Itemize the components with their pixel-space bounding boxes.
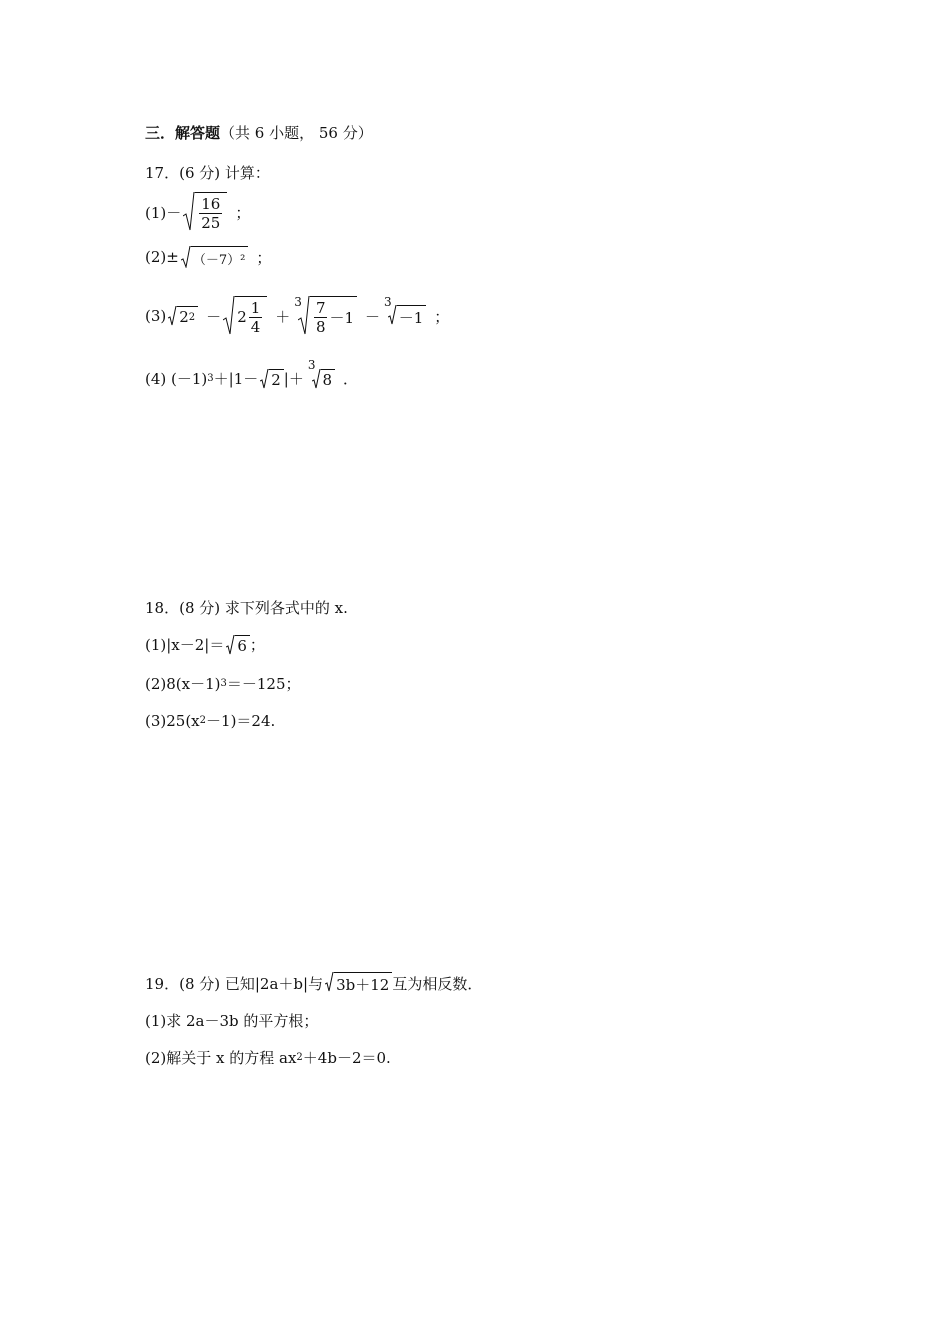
sqrt-2: [260, 369, 284, 389]
q18-p3-b: －1)＝24.: [206, 712, 276, 730]
operator: －: [365, 307, 381, 326]
radicand: 8: [321, 369, 336, 389]
root-index: 3: [294, 295, 302, 309]
root-index: 3: [307, 357, 316, 372]
q18-p2-b: ＝－125；: [226, 675, 301, 693]
fraction-denominator: 8: [315, 317, 326, 336]
q18-part1: [145, 634, 265, 655]
radicand: （－7）²: [191, 246, 248, 268]
radicand: －1: [397, 305, 427, 328]
q17-p1-label: (1)－: [145, 203, 182, 222]
q18-p3-a: (3)25(x: [145, 711, 200, 730]
fraction-7-8: [314, 299, 328, 336]
fraction-16-25: [199, 195, 222, 232]
sqrt-mixed-number: [223, 296, 267, 336]
q18-p1-label: (1)|x－2|＝: [145, 636, 225, 654]
exponent: 3: [207, 373, 214, 384]
q17-heading-text: 17．(6 分) 计算：: [145, 164, 270, 182]
radicand: 3b＋12: [334, 972, 392, 995]
q17-p4-end: ．: [343, 370, 359, 388]
q17-heading: [145, 162, 270, 183]
fraction-numerator: 7: [315, 298, 326, 317]
fraction-numerator: 1: [250, 298, 261, 317]
sqrt-16-25: [183, 192, 227, 232]
radicand: 2: [269, 369, 284, 389]
q17-p3-end: ；: [434, 307, 450, 326]
exponent: 2: [199, 715, 207, 726]
radicand: 2: [179, 308, 189, 326]
exponent: 2: [188, 311, 196, 323]
fraction-denominator: 25: [201, 213, 221, 232]
radicand: 6: [235, 635, 250, 655]
q17-part2: [145, 246, 271, 268]
sqrt-2-squared: [168, 306, 198, 326]
q18-part2: [145, 673, 301, 694]
q18-heading-text: 18．(8 分) 求下列各式中的 x.: [145, 599, 348, 617]
q19-part1: [145, 1010, 318, 1031]
section-header: [145, 122, 373, 143]
q19-heading: [145, 972, 482, 995]
sqrt-neg7-squared: [181, 246, 248, 268]
q18-p2-a: (2)8(x－1): [145, 675, 221, 693]
fraction-1-4: [249, 299, 263, 336]
q19-heading-a: 19．(8 分) 已知|2a＋b|与: [145, 975, 324, 993]
q17-part3: [145, 296, 449, 336]
exponent: 3: [220, 678, 227, 689]
mixed-whole: 2: [237, 308, 247, 326]
sqrt-3b-plus-12: [325, 972, 392, 995]
cbrt-7-8-minus-1: [298, 296, 357, 336]
operator: －: [206, 307, 222, 326]
sqrt-6: [226, 635, 250, 655]
operator: ＋: [275, 307, 291, 326]
q19-heading-b: 互为相反数．: [392, 975, 483, 993]
section-title: 三．解答题: [145, 124, 221, 142]
q17-p4-mid2: |＋: [283, 370, 304, 388]
q17-part1: [145, 192, 250, 232]
section-info: （共 6 小题， 56 分）: [220, 124, 373, 142]
q18-part3: [145, 710, 275, 731]
q19-p2-b: ＋4b－2＝0.: [302, 1049, 391, 1067]
q17-p4-mid: ＋|1－: [213, 370, 259, 388]
q17-p4-label: (4) (－1): [145, 370, 208, 388]
cbrt-8: [312, 369, 336, 389]
q18-heading: [145, 597, 348, 618]
q19-p1-text: (1)求 2a－3b 的平方根；: [145, 1012, 319, 1030]
q19-p2-a: (2)解关于 x 的方程 ax: [145, 1049, 297, 1067]
q17-p2-end: ；: [256, 248, 272, 267]
radicand-rest: －1: [329, 308, 355, 327]
q17-p1-end: ；: [235, 203, 251, 222]
fraction-numerator: 16: [201, 194, 221, 213]
cbrt-neg1: [388, 305, 427, 328]
q17-p2-label: (2)±: [145, 248, 179, 266]
exponent: 2: [296, 1052, 303, 1063]
q17-part4: [145, 357, 359, 389]
q18-p1-end: ；: [249, 636, 265, 654]
q17-p3-label: (3): [145, 307, 167, 325]
q19-part2: [145, 1047, 391, 1068]
fraction-denominator: 4: [250, 317, 261, 336]
root-index: 3: [384, 295, 392, 309]
